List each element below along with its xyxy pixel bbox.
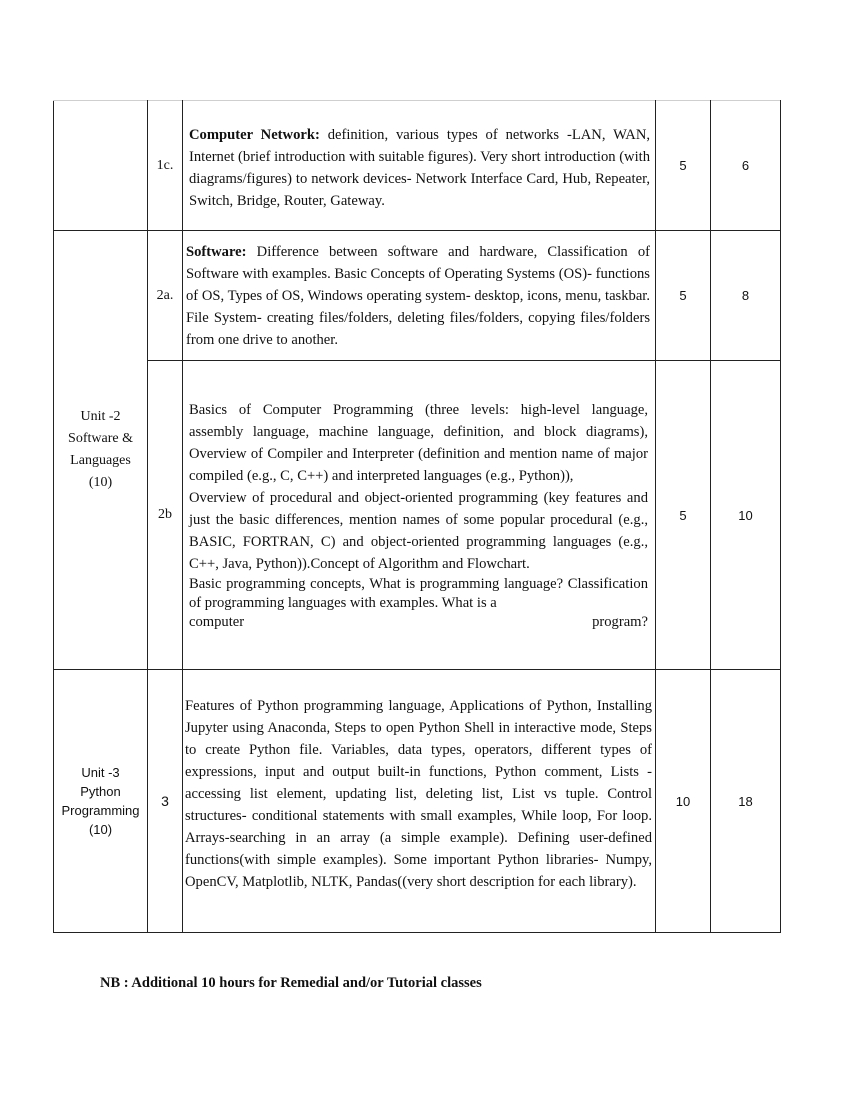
- topic-title: Software:: [186, 243, 247, 260]
- total-hours: 6: [711, 101, 781, 231]
- table-row: [54, 101, 781, 231]
- topic-title: Computer Network:: [189, 126, 320, 143]
- unit-cell: Unit -2 Software & Languages (10): [54, 231, 148, 670]
- lecture-hours: 10: [656, 670, 711, 933]
- topic-code: 2a.: [148, 231, 183, 361]
- topic-code: 1c.: [148, 101, 183, 231]
- lecture-hours: 5: [656, 361, 711, 670]
- topic-description: Basics of Computer Programming (three levels: high-level language, assembly language, machine language, definition, and block diagrams), Overview of Compiler and Interpreter (definition and mention name of major compiled (e.g., C, C++) and interpreted languages (e.g., Python)), Overview of procedural and object-oriented programming (key features and just the basic differences, mention names of some popular procedural (e.g., BASIC, FORTRAN, C) and object-oriented programming languages (e.g., C++, Java, Python)).Concept of Algorithm and Flowchart. Basic programming concepts, What is programming language? Classification of programming languages with examples. What is a computer program?: [183, 361, 656, 670]
- footnote: NB : Additional 10 hours for Remedial and/or Tutorial classes: [100, 975, 482, 991]
- unit-cell: Unit -3 Python Programming (10): [54, 670, 148, 933]
- table-row: [54, 361, 781, 670]
- table-row: [54, 670, 781, 933]
- unit-cell-empty: [54, 101, 148, 231]
- topic-code: 3: [148, 670, 183, 933]
- topic-description: Software: Difference between software and hardware, Classification of Software with examples. Basic Concepts of Operating Systems (OS)- functions of OS, Types of OS, Windows operating system- desktop, icons, menu, taskbar. File System- creating files/folders, deleting files/folders, copying files/folders from one drive to another.: [183, 231, 656, 361]
- table-row: [54, 231, 781, 361]
- total-hours: 10: [711, 361, 781, 670]
- lecture-hours: 5: [656, 231, 711, 361]
- topic-description: Computer Network: definition, various types of networks -LAN, WAN, Internet (brief introduction with suitable figures). Very short introduction (with diagrams/figures) to network devices- Network Interface Card, Hub, Repeater, Switch, Bridge, Router, Gateway.: [183, 101, 656, 231]
- total-hours: 18: [711, 670, 781, 933]
- syllabus-table: [53, 100, 781, 933]
- topic-description: Features of Python programming language, Applications of Python, Installing Jupyter using Anaconda, Steps to open Python Shell in interactive mode, Steps to create Python file. Variables, data types, operators, different types of expressions, input and output built-in functions, Python comment, Lists -accessing list element, updating list, deleting list, List vs tuple. Control structures- conditional statements with small examples, While loop, For loop. Arrays-searching in an array (a simple example). Defining user-defined functions(with simple examples). Some important Python libraries- Numpy, OpenCV, Matplotlib, NLTK, Pandas((very short description for each library).: [183, 670, 656, 933]
- topic-code: 2b: [148, 361, 183, 670]
- total-hours: 8: [711, 231, 781, 361]
- lecture-hours: 5: [656, 101, 711, 231]
